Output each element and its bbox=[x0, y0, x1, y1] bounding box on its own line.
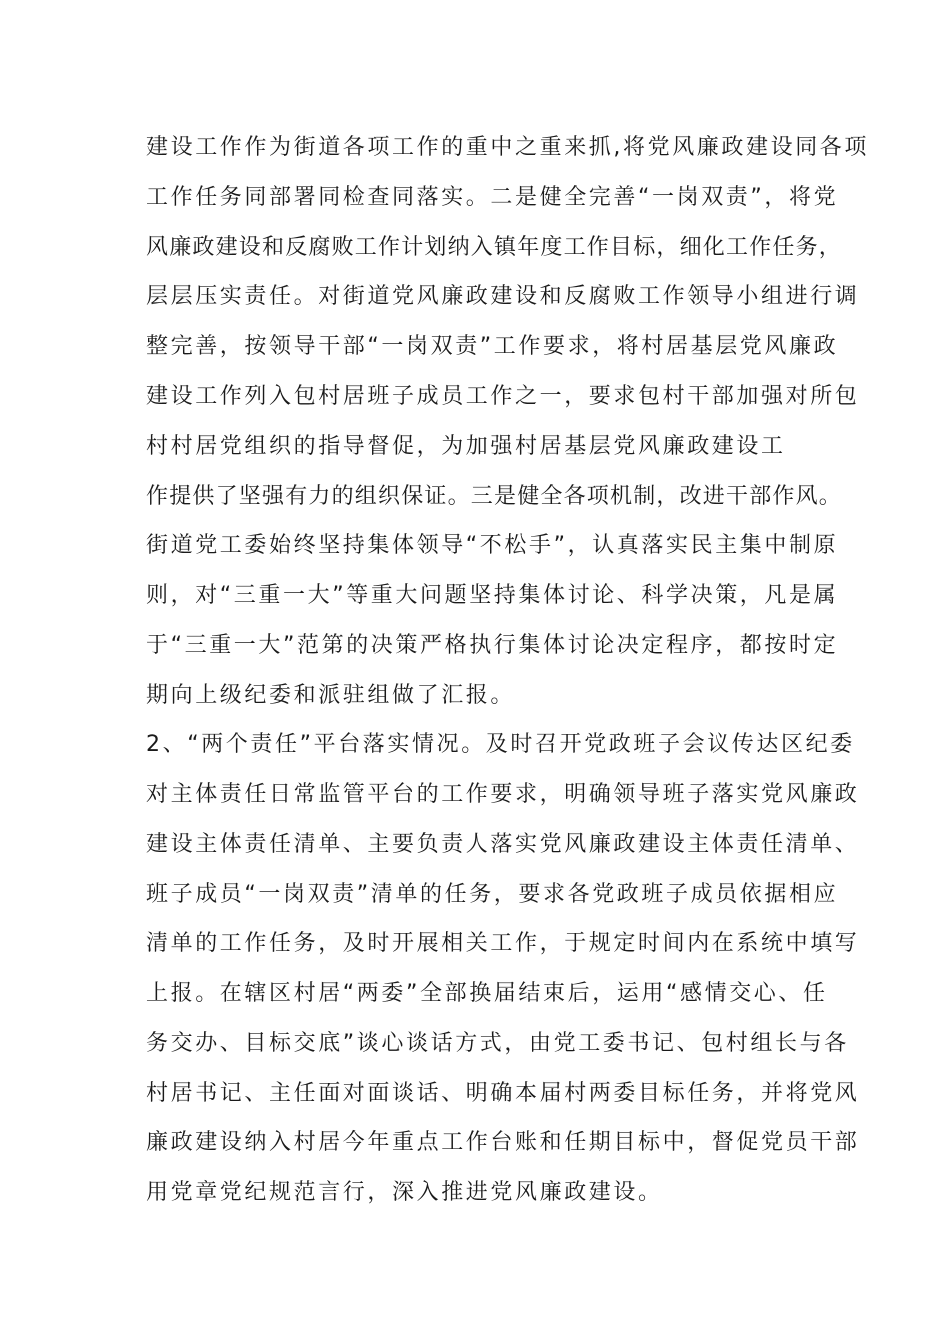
text-line-10: 则，对“三重一大”等重大问题坚持集体讨论、科学决策，凡是属 bbox=[146, 583, 839, 608]
text-line-5: 整完善，按领导干部“一岗双责”工作要求，将村居基层党风廉政 bbox=[146, 334, 839, 359]
text-line-9: 街道党工委始终坚持集体领导“不松手”，认真落实民主集中制原 bbox=[146, 533, 839, 558]
text-line-16: 班子成员“一岗双责”清单的任务，要求各党政班子成员依据相应 bbox=[146, 882, 839, 907]
text-line-3: 风廉政建设和反腐败工作计划纳入镇年度工作目标，细化工作任务， bbox=[146, 235, 843, 260]
text-line-1: 建设工作作为街道各项工作的重中之重来抓,将党风廉政建设同各项 bbox=[146, 135, 869, 160]
text-line-4: 层层压实责任。对街道党风廉政建设和反腐败工作领导小组进行调 bbox=[146, 284, 860, 309]
text-line-17: 清单的工作任务，及时开展相关工作，于规定时间内在系统中填写 bbox=[146, 931, 860, 956]
text-line-18: 上报。在辖区村居“两委”全部换届结束后，运用“感情交心、任 bbox=[146, 981, 828, 1006]
text-line-15: 建设主体责任清单、主要负责人落实党风廉政建设主体责任清单、 bbox=[146, 832, 860, 857]
text-line-21: 廉政建设纳入村居今年重点工作台账和任期目标中，督促党员干部 bbox=[146, 1130, 860, 1155]
text-line-8: 作提供了坚强有力的组织保证。三是健全各项机制，改进干部作风。 bbox=[146, 484, 843, 509]
text-line-13: 2、“两个责任”平台落实情况。及时召开党政班子会议传达区纪委 bbox=[146, 732, 855, 757]
text-line-11: 于“三重一大”范第的决策严格执行集体讨论决定程序，都按时定 bbox=[146, 633, 839, 658]
text-line-14: 对主体责任日常监管平台的工作要求，明确领导班子落实党风廉政 bbox=[146, 782, 860, 807]
text-line-7: 村村居党组织的指导督促，为加强村居基层党风廉政建设工 bbox=[146, 434, 786, 459]
text-line-20: 村居书记、主任面对面谈话、明确本届村两委目标任务，并将党风 bbox=[146, 1081, 860, 1106]
text-line-22: 用党章党纪规范言行，深入推进党风廉政建设。 bbox=[146, 1180, 663, 1205]
text-line-19: 务交办、目标交底”谈心谈话方式，由党工委书记、包村组长与各 bbox=[146, 1031, 849, 1056]
text-line-6: 建设工作列入包村居班子成员工作之一，要求包村干部加强对所包 bbox=[146, 384, 860, 409]
text-line-12: 期向上级纪委和派驻组做了汇报。 bbox=[146, 683, 516, 708]
text-line-2: 工作任务同部署同检查同落实。二是健全完善“一岗双责”，将党 bbox=[146, 185, 839, 210]
